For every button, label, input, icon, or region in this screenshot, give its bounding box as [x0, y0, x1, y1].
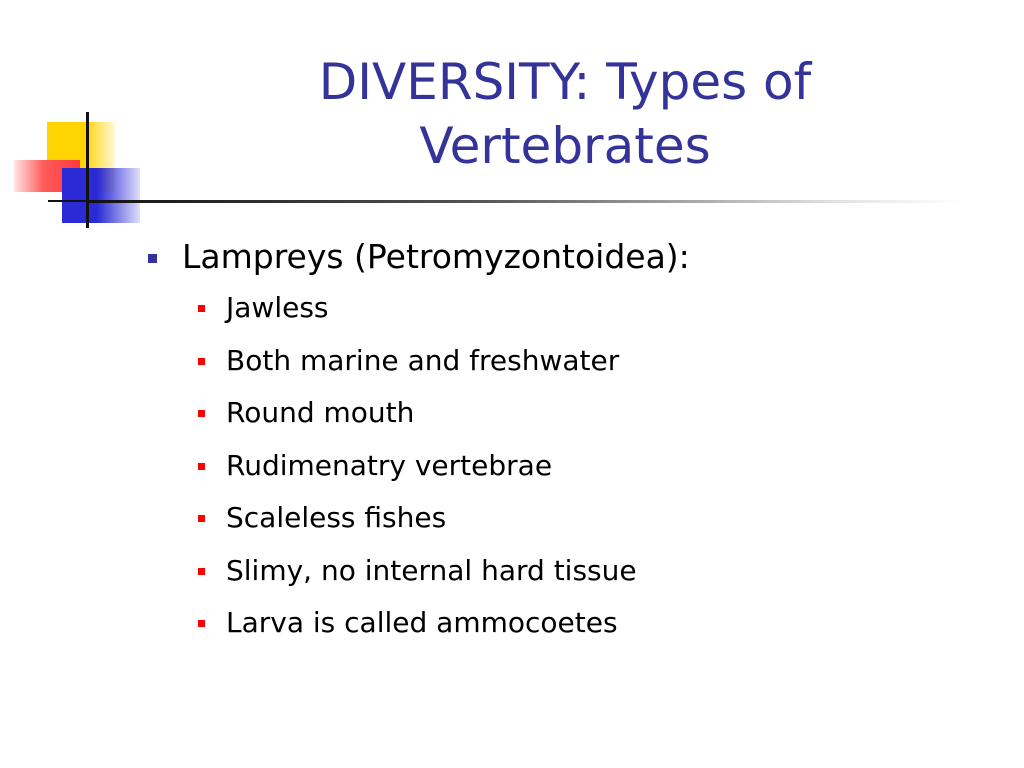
square-bullet-icon [198, 358, 205, 365]
sub-bullet-item [198, 335, 988, 388]
square-bullet-icon [198, 515, 205, 522]
sub-bullet-text: Jawless [226, 291, 329, 324]
sub-bullet-text: Round mouth [226, 396, 415, 429]
main-bullet-text: Lampreys (Petromyzontoidea): [182, 237, 690, 276]
slide-title-line-2: Vertebrates [419, 117, 711, 175]
sub-bullet-item [198, 440, 988, 493]
decorative-squares-logo [0, 0, 160, 240]
sub-bullet-item [198, 282, 988, 335]
sub-bullet-text: Both marine and freshwater [226, 343, 620, 377]
sub-bullet-text: Larva is called ammocoetes [226, 606, 618, 639]
sub-bullet-list [148, 282, 988, 650]
main-bullet-item [148, 232, 988, 282]
vertical-divider-line [86, 112, 89, 228]
blue-square-shape [62, 168, 140, 223]
sub-bullet-item [198, 387, 988, 440]
horizontal-divider-line-left [48, 200, 90, 202]
square-bullet-icon [148, 254, 157, 263]
square-bullet-icon [198, 463, 205, 470]
sub-bullet-item [198, 597, 988, 650]
sub-bullet-text: Slimy, no internal hard tissue [226, 553, 637, 587]
slide-body [148, 232, 988, 650]
sub-bullet-item [198, 545, 988, 598]
slide-title-line-1: DIVERSITY: Types of [318, 53, 812, 111]
square-bullet-icon [198, 305, 205, 312]
sub-bullet-item [198, 492, 988, 545]
slide-title [170, 50, 960, 178]
square-bullet-icon [198, 568, 205, 575]
title-underline-rule [88, 200, 964, 203]
sub-bullet-text: Rudimenatry vertebrae [226, 448, 553, 482]
square-bullet-icon [198, 620, 205, 627]
sub-bullet-text: Scaleless fishes [226, 501, 447, 534]
square-bullet-icon [198, 410, 205, 417]
